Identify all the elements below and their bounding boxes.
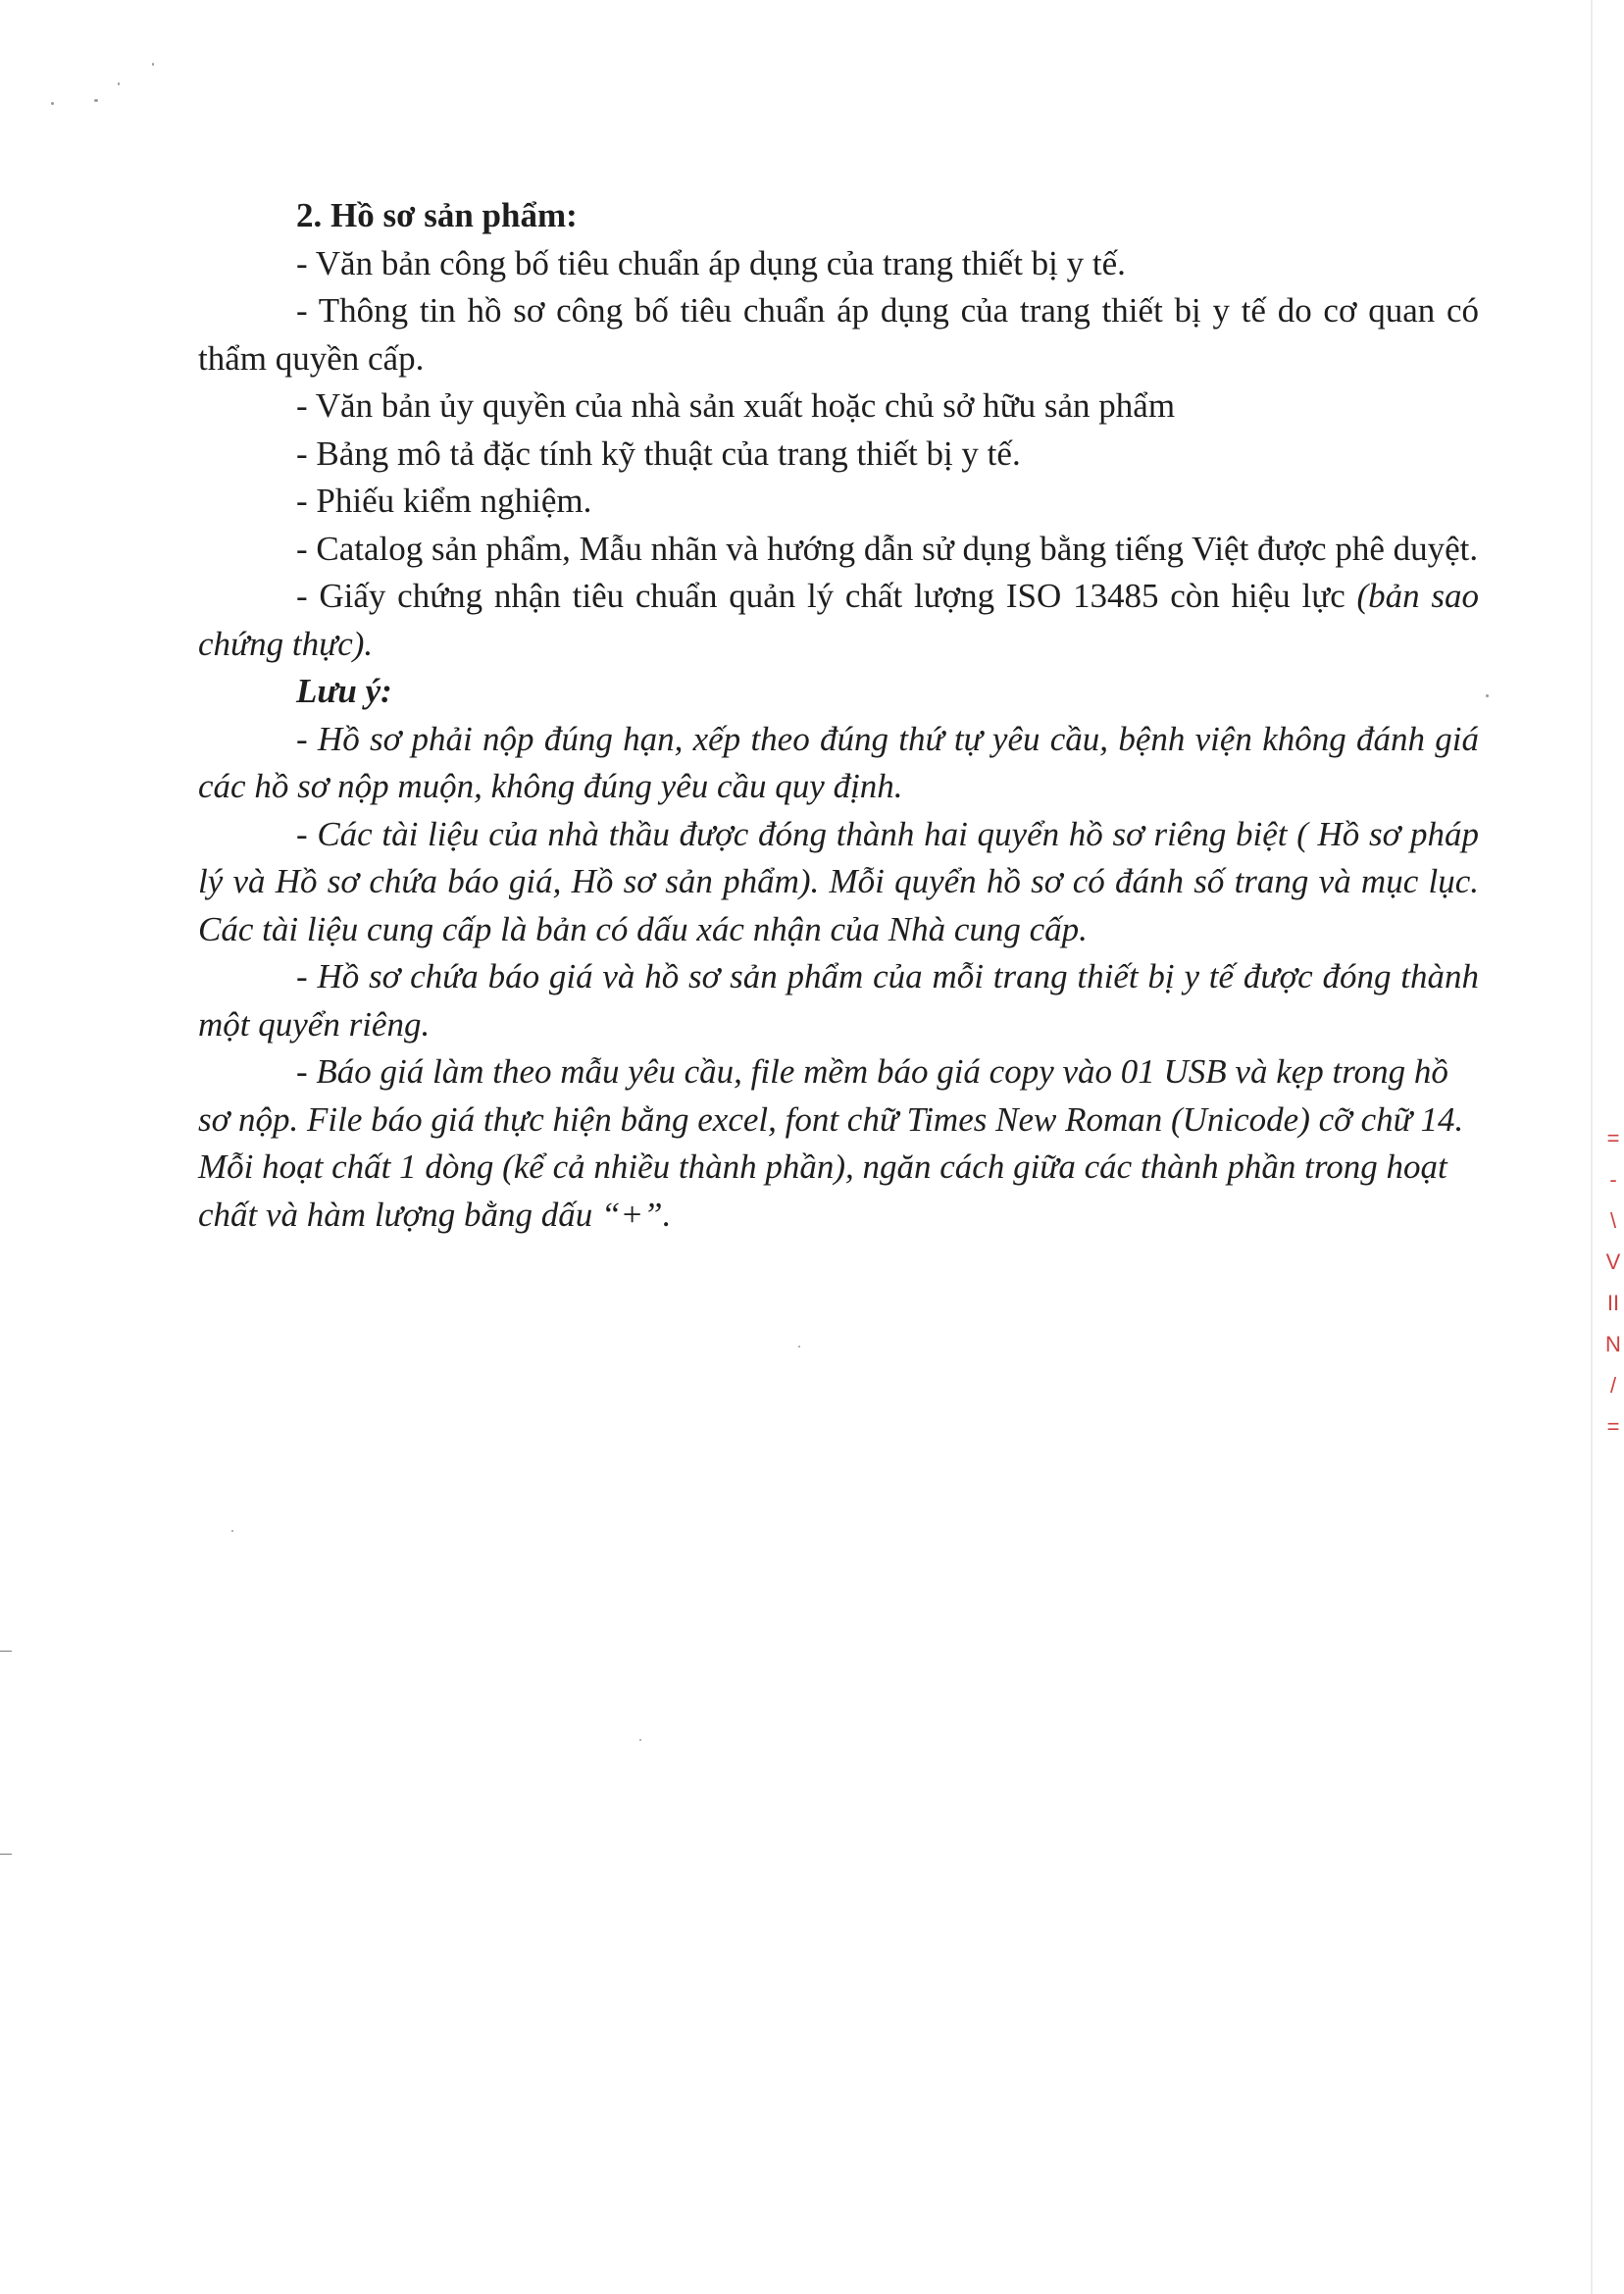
- note-item: - Các tài liệu của nhà thầu được đóng thành hai quyển hồ sơ riêng biệt ( Hồ sơ pháp lý và Hồ sơ chứa báo giá, Hồ sơ sản phẩm). Mỗi quyển hồ sơ có đánh số trang và mục lục. Các tài liệu cung cấp là bản có dấu xác nhận của Nhà cung cấp.: [198, 814, 1479, 948]
- margin-stamp-marks: [1602, 1118, 1624, 1448]
- iso-item-text: - Giấy chứng nhận tiêu chuẩn quản lý chất lượng ISO 13485 còn hiệu lực: [296, 577, 1357, 615]
- list-item: - Phiếu kiểm nghiệm.: [296, 482, 592, 520]
- scan-speck: [231, 1530, 233, 1532]
- scan-speck: [118, 82, 120, 85]
- margin-mark: =: [1606, 1126, 1620, 1150]
- document-body: [198, 192, 1479, 1239]
- margin-mark: V: [1605, 1249, 1621, 1274]
- scan-speck: [798, 1346, 800, 1348]
- margin-mark: \: [1609, 1208, 1617, 1233]
- list-item-iso: [198, 573, 1479, 668]
- note-item: - Hồ sơ chứa báo giá và hồ sơ sản phẩm của mỗi trang thiết bị y tế được đóng thành một quyển riêng.: [198, 957, 1479, 1044]
- scan-speck: [1486, 694, 1489, 697]
- scan-speck: [94, 99, 98, 102]
- margin-mark: /: [1609, 1373, 1617, 1398]
- scan-speck: [51, 102, 54, 105]
- section-heading: 2. Hồ sơ sản phẩm:: [296, 196, 578, 234]
- note-item: - Báo giá làm theo mẫu yêu cầu, file mềm báo giá copy vào 01 USB và kẹp trong hồ sơ nộp. File báo giá thực hiện bằng excel, font chữ Times New Roman (Unicode) cỡ chữ 14. Mỗi hoạt chất 1 dòng (kể cả nhiều thành phần), ngăn cách giữa các thành phần trong hoạt chất và hàm lượng bằng dấu “+”.: [198, 1052, 1464, 1234]
- margin-mark: =: [1606, 1414, 1620, 1439]
- scan-edge-tick: [0, 1854, 12, 1855]
- list-item: - Catalog sản phẩm, Mẫu nhãn và hướng dẫn sử dụng bằng tiếng Việt được phê duyệt.: [296, 529, 1479, 568]
- margin-mark: N: [1605, 1332, 1621, 1356]
- margin-mark: II: [1606, 1291, 1620, 1315]
- list-item: - Văn bản ủy quyền của nhà sản xuất hoặc chủ sở hữu sản phẩm: [296, 386, 1176, 425]
- notes-heading: Lưu ý:: [296, 672, 392, 710]
- scan-speck: [152, 63, 154, 66]
- note-item: - Hồ sơ phải nộp đúng hạn, xếp theo đúng thứ tự yêu cầu, bệnh viện không đánh giá các hồ sơ nộp muộn, không đúng yêu cầu quy định.: [198, 719, 1479, 805]
- iso-item-italic-note: (bản sao chứng thực).: [198, 577, 1479, 663]
- scan-edge-tick: [0, 1651, 12, 1652]
- scan-speck: [639, 1739, 641, 1741]
- list-item: - Bảng mô tả đặc tính kỹ thuật của trang thiết bị y tế.: [296, 433, 1021, 473]
- page-edge-shadow: [1591, 0, 1593, 2294]
- list-item: - Thông tin hồ sơ công bố tiêu chuẩn áp dụng của trang thiết bị y tế do cơ quan có thẩm quyền cấp.: [198, 291, 1479, 378]
- margin-mark: -: [1609, 1167, 1617, 1192]
- list-item: - Văn bản công bố tiêu chuẩn áp dụng của trang thiết bị y tế.: [296, 243, 1126, 282]
